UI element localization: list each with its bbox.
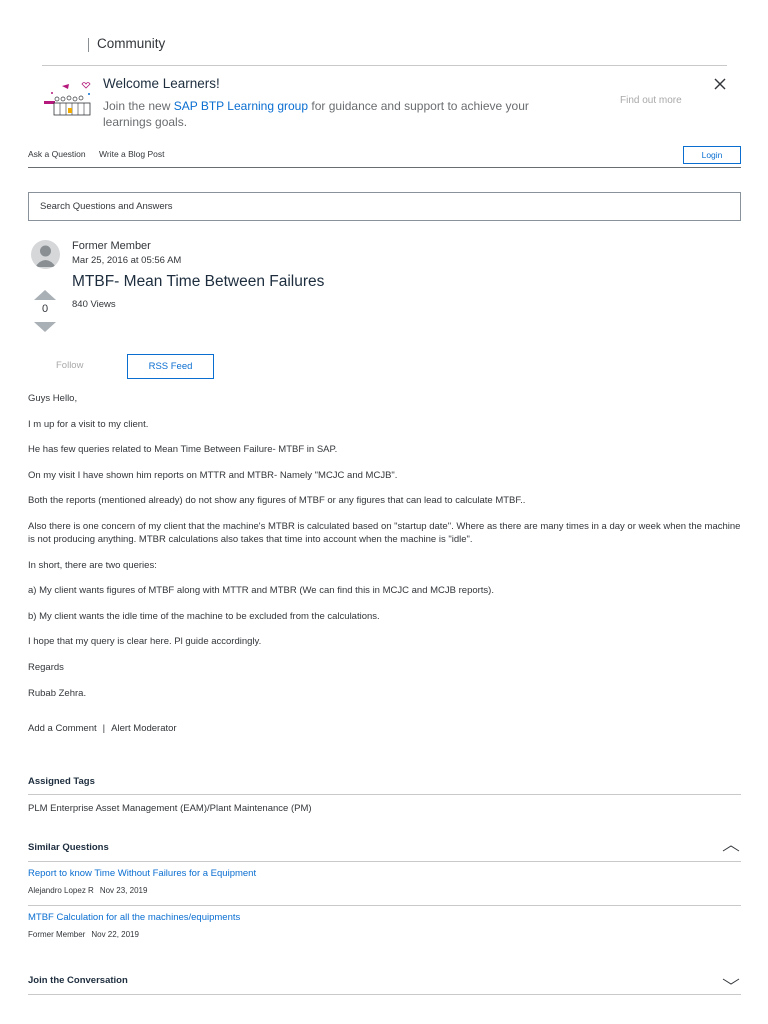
community-header xyxy=(42,30,727,66)
follow-link[interactable]: Follow xyxy=(56,360,84,371)
similar-question-date: Nov 23, 2019 xyxy=(99,886,148,895)
login-button[interactable]: Login xyxy=(683,146,741,164)
body-paragraph: a) My client wants figures of MTBF along with MTTR and MTBR (We can find this in MCJC and MCJB reports). xyxy=(28,585,494,597)
body-paragraph: On my visit I have shown him reports on MTTR and MTBR- Namely "MCJC and MCJB". xyxy=(28,469,398,481)
rss-feed-button[interactable]: RSS Feed xyxy=(127,354,214,379)
banner-text-before: Join the new xyxy=(103,99,174,113)
close-icon[interactable] xyxy=(712,76,728,92)
question-title: MTBF- Mean Time Between Failures xyxy=(72,273,325,290)
banner-text xyxy=(103,98,553,130)
find-out-more-link[interactable]: Find out more xyxy=(620,95,682,106)
divider xyxy=(28,905,741,906)
body-paragraph: I m up for a visit to my client. xyxy=(28,418,149,430)
body-paragraph: In short, there are two queries: xyxy=(28,559,157,571)
question-author[interactable]: Former Member xyxy=(72,240,151,252)
user-avatar-icon xyxy=(31,240,60,269)
ask-question-link[interactable]: Ask a Question xyxy=(28,149,86,159)
search-box xyxy=(28,192,741,221)
write-blog-post-link[interactable]: Write a Blog Post xyxy=(99,149,165,159)
banner-text-after: for guidance and support to achieve your learnings goals. xyxy=(103,99,529,129)
chevron-up-icon[interactable] xyxy=(722,843,740,853)
body-paragraph: Also there is one concern of my client that the machine's MTBR is calculated based on "startup date". Where as there are many times in a day or week when the machine is not producing anything. MTBR calculations also takes that time into account when the machine is "idle". xyxy=(28,520,741,545)
similar-question-meta xyxy=(28,930,139,939)
header-separator xyxy=(88,38,89,52)
upvote-arrow-icon[interactable] xyxy=(34,290,56,300)
divider xyxy=(28,994,741,995)
tag-link[interactable]: PLM Enterprise Asset Management (EAM)/Plant Maintenance (PM) xyxy=(28,803,312,814)
vote-count: 0 xyxy=(41,303,49,315)
learners-illustration-icon xyxy=(42,80,96,116)
similar-question-author[interactable]: Former Member xyxy=(28,930,86,939)
action-bar xyxy=(28,145,741,168)
body-paragraph: Both the reports (mentioned already) do not show any figures of MTBF or any figures that can lead to calculate MTBF.. xyxy=(28,495,526,507)
similar-question-link[interactable]: MTBF Calculation for all the machines/equipments xyxy=(28,912,241,923)
body-paragraph: He has few queries related to Mean Time Between Failure- MTBF in SAP. xyxy=(28,444,338,456)
question-date: Mar 25, 2016 at 05:56 AM xyxy=(72,255,182,266)
comment-actions xyxy=(28,723,177,734)
downvote-arrow-icon[interactable] xyxy=(34,322,56,332)
body-paragraph: I hope that my query is clear here. Pl guide accordingly. xyxy=(28,636,262,648)
chevron-down-icon[interactable] xyxy=(722,976,740,986)
similar-question-author[interactable]: Alejandro Lopez R xyxy=(28,886,94,895)
search-input[interactable] xyxy=(29,193,740,220)
community-title[interactable]: Community xyxy=(97,36,166,51)
body-paragraph: b) My client wants the idle time of the machine to be excluded from the calculations. xyxy=(28,610,380,622)
similar-question-meta xyxy=(28,886,147,895)
similar-question-link[interactable]: Report to know Time Without Failures for a Equipment xyxy=(28,868,257,879)
view-count: 840 Views xyxy=(72,299,116,310)
add-comment-link[interactable]: Add a Comment xyxy=(28,723,97,734)
banner-headline: Welcome Learners! xyxy=(103,76,220,91)
body-paragraph: Guys Hello, xyxy=(28,393,78,404)
similar-question-date: Nov 22, 2019 xyxy=(91,930,139,939)
question-body xyxy=(28,392,744,712)
link-separator: | xyxy=(102,723,106,734)
body-paragraph: Rubab Zehra. xyxy=(28,687,87,699)
divider xyxy=(28,794,741,795)
alert-moderator-link[interactable]: Alert Moderator xyxy=(111,723,177,734)
sap-btp-learning-group-link[interactable]: SAP BTP Learning group xyxy=(173,99,309,113)
divider xyxy=(28,861,741,862)
similar-questions-title: Similar Questions xyxy=(28,842,109,853)
assigned-tags-title: Assigned Tags xyxy=(28,776,95,787)
join-conversation-title: Join the Conversation xyxy=(28,975,128,986)
body-paragraph: Regards xyxy=(28,661,64,673)
avatar[interactable] xyxy=(31,240,60,269)
welcome-banner xyxy=(42,70,742,140)
